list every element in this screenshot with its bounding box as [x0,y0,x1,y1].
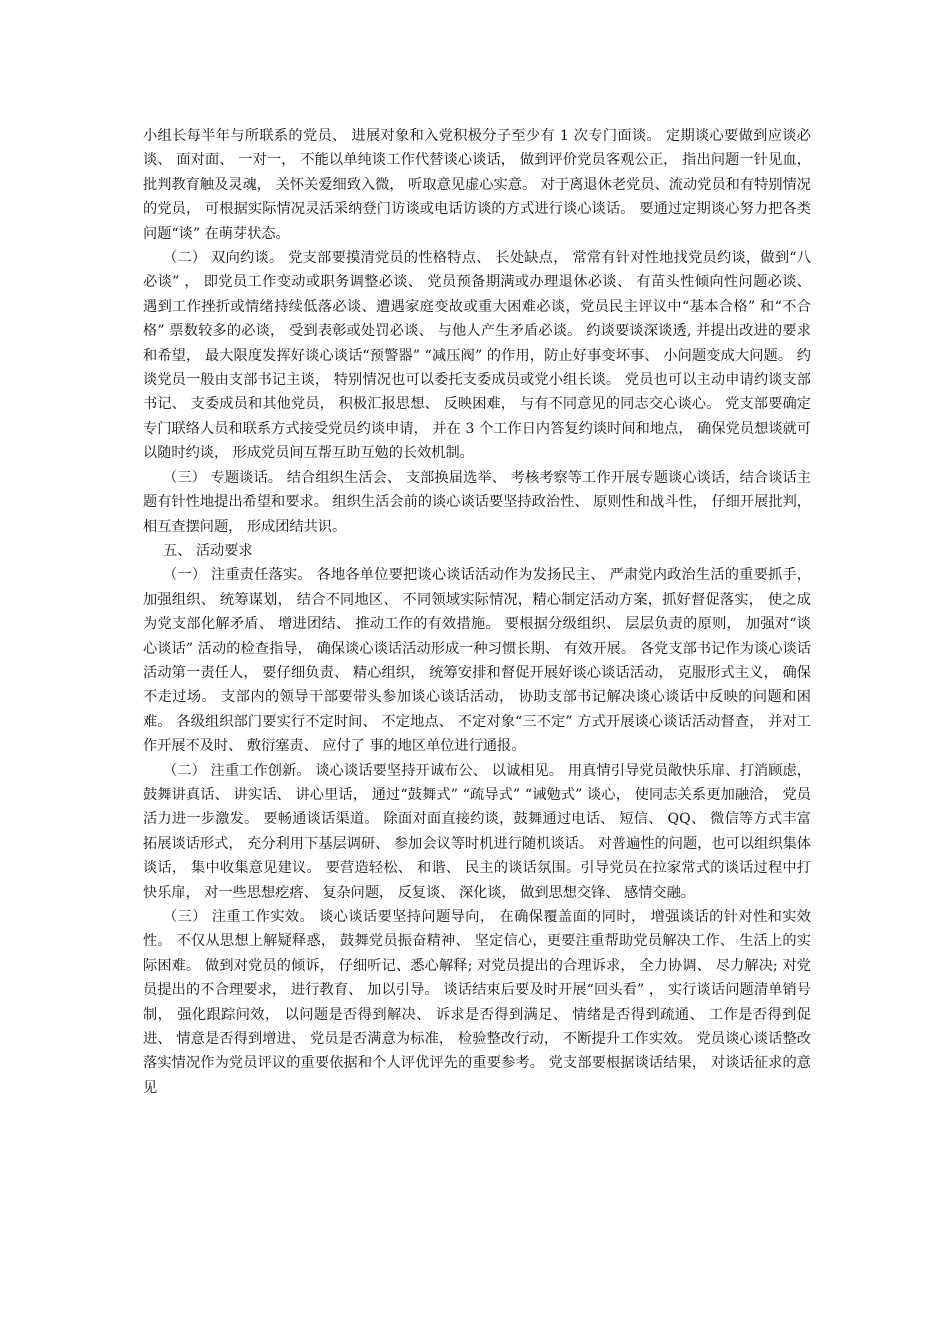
paragraph-work-effectiveness: （三） 注重工作实效。 谈心谈话要坚持问题导向， 在确保覆盖面的同时， 增强谈话的针对性和实效性。 不仅从思想上解疑释惑， 鼓舞党员振奋精神、 坚定信心，更要注重帮助党员解决工作、 生活上的实际困难。 做到对党员的倾诉， 仔细听记、悉心解释; 对党员提出的合理诉求， 全力协调、 尽力解决; 对党员提出的不合理要求， 进行教育、 加以引导。 谈话结束后要及时开展“回头看” ， 实行谈话问题清单销号制， 强化跟踪问效， 以问题是否得到解决、 诉求是否得到满足、 情绪是否得到疏通、 工作是否得到促进、 情意是否得到增进、 党员是否满意为标准， 检验整改行动， 不断提升工作实效。 党员谈心谈话整改落实情况作为党员评议的重要依据和个人评优评先的重要参考。 党支部要根据谈话结果， 对谈话征求的意见 [143,909,811,1096]
paragraph-work-innovation: （二） 注重工作创新。 谈心谈话要坚持开诚布公、 以诚相见。 用真情引导党员敞快乐扉、打消顾虑， 鼓舞讲真话、 讲实话、 讲心里话， 通过“鼓舞式” “疏导式” “诫勉式” 谈心， 使同志关系更加融洽， 党员活力进一步激发。 要畅通谈话渠道。 除面对面直接约谈，鼓舞通过电话、 短信、 QQ、 微信等方式丰富拓展谈话形式， 充分利用下基层调研、 参加会议等时机进行随机谈话。 对普遍性的问题，也可以组织集体谈话， 集中收集意见建议。 要营造轻松、 和谐、 民主的谈话氛围。引导党员在拉家常式的谈话过程中打快乐扉， 对一些思想疙瘩、 复杂问题， 反复谈、 深化谈， 做到思想交锋、 感情交融。 [143,762,811,901]
paragraph-special-topic-talks: （三） 专题谈话。 结合组织生活会、 支部换届选举、 考核考察等工作开展专题谈心谈话，结合谈话主题有针性地提出希望和要求。 组织生活会前的谈心谈话要坚持政治性、 原则性和战斗性， 仔细开展批判， 相互查摆问题， 形成团结共识。 [143,469,811,535]
section-heading-activity-requirements: 五、 活动要求 [163,542,253,559]
document-page [143,124,811,1100]
paragraph-continuation-regular-talks: 小组长每半年与所联系的党员、 进展对象和入党积极分子至少有 1 次专门面谈。 定期谈心要做到应谈必谈、 面对面、 一对一， 不能以单纯谈工作代替谈心谈话， 做到评价党员客观公正， 指出问题一针见血， 批判教育触及灵魂， 关怀关爱细致入微， 听取意见虚心实意。 对于离退休老党员、流动党员和有特别情况的党员， 可根据实际情况灵活采纳登门访谈或电话访谈的方式进行谈心谈话。 要通过定期谈心努力把各类问题“谈” 在萌芽状态。 [143,128,811,242]
paragraph-two-way-appointment-talks: （二） 双向约谈。 党支部要摸清党员的性格特点、 长处缺点， 常常有针对性地找党员约谈，做到“八必谈” ， 即党员工作变动或职务调整必谈、 党员预备期满或办理退休必谈、 有苗头性倾向性问题必谈、 遇到工作挫折或情绪持续低落必谈、遭遇家庭变故或重大困难必谈，党员民主评议中“基本合格” 和“不合格” 票数较多的必谈， 受到表彰或处罚必谈、 与他人产生矛盾必谈。 约谈要谈深谈透, 并提出改进的要求和希望， 最大限度发挥好谈心谈话“预警器” “减压阀” 的作用，防止好事变坏事、 小问题变成大问题。 约谈党员一般由支部书记主谈， 特别情况也可以委托支委成员或党小组长谈。 党员也可以主动申请约谈支部书记、 支委成员和其他党员， 积极汇报思想、 反映困难， 与有不同意见的同志交心谈心。 党支部要确定专门联络人员和联系方式接受党员约谈申请， 并在 3 个工作日内答复约谈时间和地点， 确保党员想谈就可以随时约谈， 形成党员间互帮互助互勉的长效机制。 [143,250,811,462]
paragraph-responsibility-implementation: （一） 注重责任落实。 各地各单位要把谈心谈话活动作为发扬民主、 严肃党内政治生活的重要抓手， 加强组织、 统筹谋划， 结合不同地区、 不同领域实际情况，精心制定活动方案，抓好督促落实， 使之成为党支部化解矛盾、 增进团结、 推动工作的有效措施。 要根据分级组织、 层层负责的原则， 加强对“谈心谈话” 活动的检查指导， 确保谈心谈话活动形成一种习惯长期、 有效开展。 各党支部书记作为谈心谈话活动第一责任人， 要仔细负责、 精心组织， 统筹安排和督促开展好谈心谈话活动， 克服形式主义， 确保不走过场。 支部内的领导干部要带头参加谈心谈话活动， 协助支部书记解决谈心谈话中反映的问题和困难。 各级组织部门要实行不定时间、 不定地点、 不定对象“三不定” 方式开展谈心谈话活动督查， 并对工作开展不及时、 敷衍塞责、 应付了 事的地区单位进行通报。 [143,567,811,755]
